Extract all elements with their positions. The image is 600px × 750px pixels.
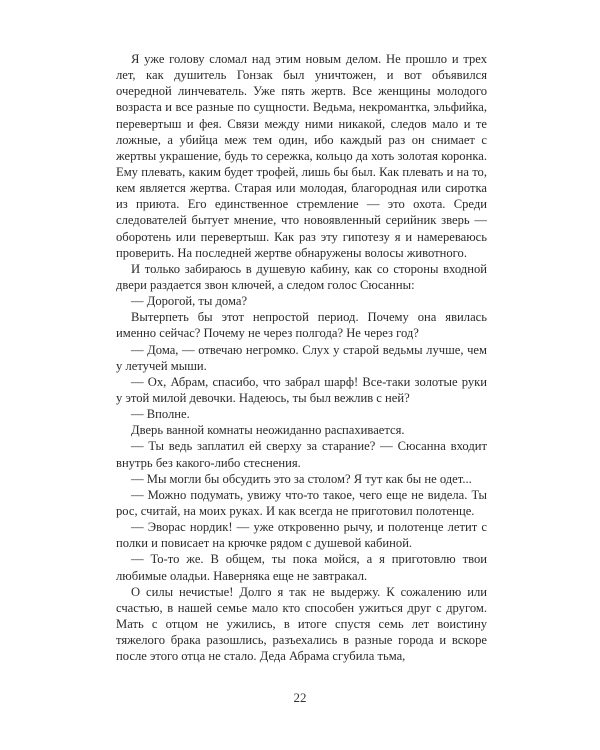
paragraph-5: — Дома, — отвечаю негромко. Слух у старой ведьмы лучше, чем у летучей мыши.	[116, 342, 487, 373]
paragraph-2: И только забираюсь в душевую кабину, как со стороны входной двери раздается звон ключей, а следом голос Сюсанны:	[116, 261, 487, 292]
paragraph-12: — Эворас нордик! — уже откровенно рычу, и полотенце летит с полки и повисает на крючке рядом с душевой кабиной.	[116, 520, 487, 551]
paragraph-9: — Ты ведь заплатил ей сверху за старание? — Сюсанна входит внутрь без какого-либо стеснения.	[116, 439, 487, 470]
paragraph-3: — Дорогой, ты дома?	[131, 294, 248, 309]
paragraph-13: — То-то же. В общем, ты пока мойся, а я приготовлю твои любимые оладьи. Наверняка еще не завтракал.	[116, 552, 487, 583]
paragraph-7: — Вполне.	[131, 407, 190, 422]
paragraph-6: — Ох, Абрам, спасибо, что забрал шарф! Все-таки золотые руки у этой милой девочки. Надеюсь, ты был вежлив с ней?	[116, 374, 487, 405]
paragraph-1: Я уже голову сломал над этим новым делом. Не прошло и трех лет, как душитель Гонзак был уничтожен, и вот объявился очередной линчеватель. Уже пять жертв. Все женщины молодого возраста и все разные по сущности. Ведьма, некромантка, эльфийка, перевертыш и фея. Связи между ними никакой, следов мало и те ложные, а убийца меж тем один, ибо каждый раз он снимает с жертвы украшение, будь то сережка, кольцо да хоть золотая коронка. Ему плевать, каким будет трофей, лишь бы был. Как плевать и на то, кем является жертва. Старая или молодая, благородная или сиротка из приюта. Его единственное стремление — это охота. Среди следователей бытует мнение, что новоявленный серийник зверь — оборотень или перевертыш. Как раз эту гипотезу я и намереваюсь проверить. На последней жертве обнаружены волосы животного.	[116, 52, 487, 260]
paragraph-14: О силы нечистые! Долго я так не выдержу. К сожалению или счастью, в нашей семье мало кто способен ужиться друг с другом. Мать с отцом не ужились, в итоге спустя семь лет воистину тяжелого брака разошлись, разъехались в разные города и вскоре после этого отца не стало. Деда Абрама сгубила тьма,	[116, 584, 487, 664]
paragraph-4: Вытерпеть бы этот непростой период. Почему она явилась именно сейчас? Почему не через полгода? Не через год?	[116, 310, 487, 341]
paragraph-11: — Можно подумать, увижу что-то такое, чего еще не видела. Ты рос, считай, на моих руках. И как всегда не приготовил полотенце.	[116, 487, 487, 518]
page-text	[116, 51, 487, 664]
paragraph-10: — Мы могли бы обсудить это за столом? Я тут как бы не одет...	[131, 471, 472, 486]
page-number: 22	[293, 690, 307, 705]
paragraph-8: Дверь ванной комнаты неожиданно распахивается.	[131, 423, 405, 438]
